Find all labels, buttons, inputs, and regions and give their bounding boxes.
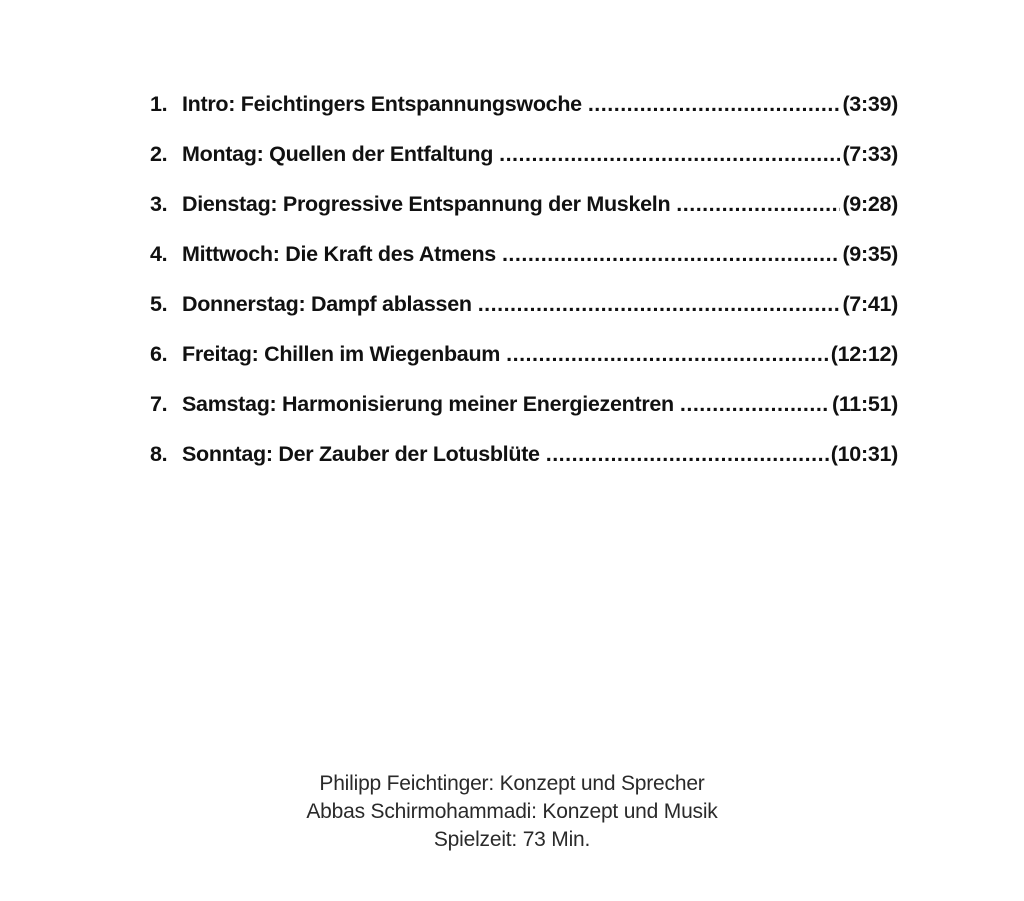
track-number: 2. [150,142,168,166]
dot-leader [588,92,841,117]
credits [0,770,1024,854]
track-duration: (3:39) [842,92,898,116]
dot-leader [499,142,840,167]
track-item [150,342,898,392]
dot-leader [506,342,829,367]
track-duration: (12:12) [830,342,898,366]
track-title: Samstag: Harmonisierung meiner Energiezentren [182,392,674,416]
track-duration: (7:33) [842,142,898,166]
track-title: Sonntag: Der Zauber der Lotusblüte [182,442,540,466]
track-title: Intro: Feichtingers Entspannungswoche [182,92,582,116]
dot-leader [676,192,840,217]
credit-music: Abbas Schirmohammadi: Konzept und Musik [306,800,718,823]
track-item [150,392,898,442]
playing-time: Spielzeit: 73 Min. [433,828,591,851]
dot-leader [478,292,841,317]
track-number: 4. [150,242,168,266]
track-number: 5. [150,292,168,316]
dot-leader [680,392,830,417]
track-duration: (9:35) [842,242,898,266]
track-number: 8. [150,442,168,466]
track-title: Mittwoch: Die Kraft des Atmens [182,242,496,266]
track-item [150,192,898,242]
track-title: Donnerstag: Dampf ablassen [182,292,472,316]
dot-leader [502,242,841,267]
track-item [150,92,898,142]
track-item [150,292,898,342]
track-number: 1. [150,92,168,116]
track-title: Dienstag: Progressive Entspannung der Muskeln [182,192,671,216]
track-item [150,442,898,492]
track-item [150,142,898,192]
track-duration: (9:28) [842,192,898,216]
track-duration: (7:41) [842,292,898,316]
tracklist [150,92,898,492]
track-title: Montag: Quellen der Entfaltung [182,142,494,166]
track-title: Freitag: Chillen im Wiegenbaum [182,342,501,366]
dot-leader [546,442,829,467]
track-number: 7. [150,392,168,416]
track-duration: (10:31) [830,442,898,466]
credit-narrator: Philipp Feichtinger: Konzept und Sprecher [319,772,705,795]
track-item [150,242,898,292]
track-number: 6. [150,342,168,366]
track-number: 3. [150,192,168,216]
track-duration: (11:51) [831,392,898,416]
